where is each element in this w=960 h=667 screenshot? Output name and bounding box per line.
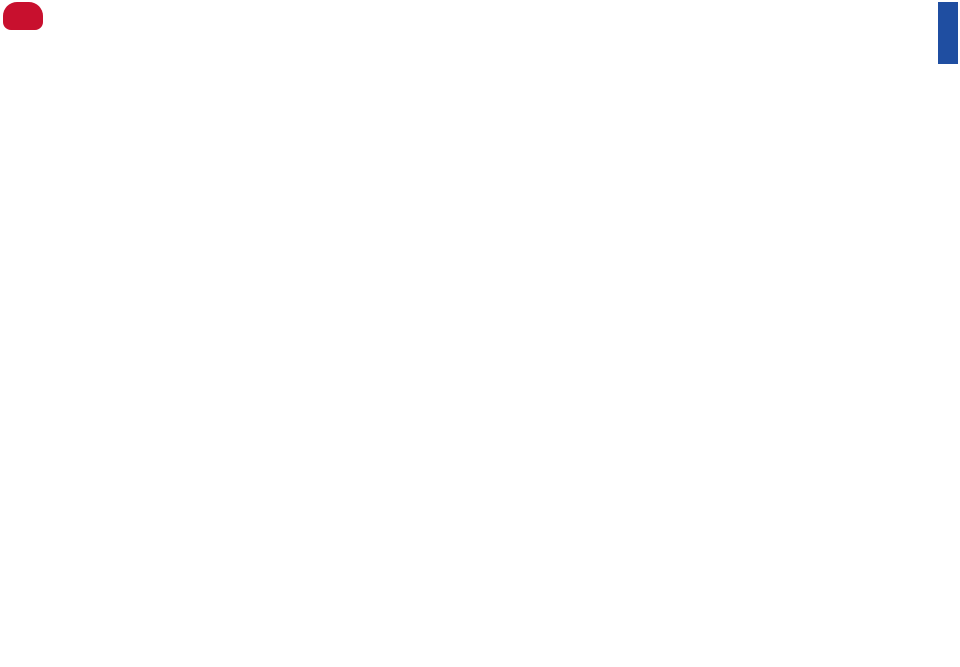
mol-logo	[3, 2, 43, 30]
adblue-logo	[938, 2, 958, 64]
